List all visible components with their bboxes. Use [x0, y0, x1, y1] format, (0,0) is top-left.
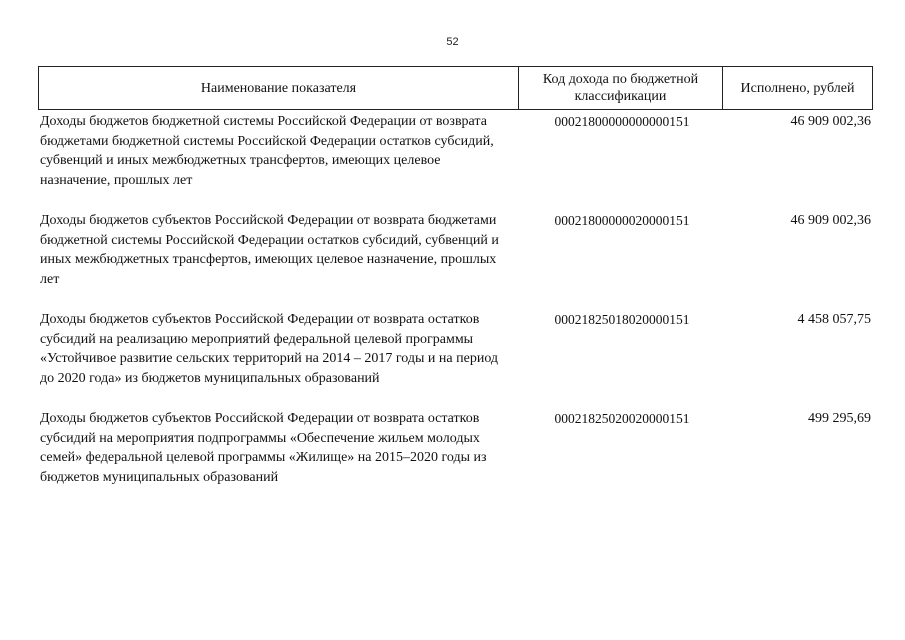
row-income-code: 00021825018020000151 [554, 312, 690, 327]
table-row [40, 112, 873, 211]
header-indicator-name: Наименование показателя [39, 67, 519, 109]
row-income-code: 00021800000000000151 [554, 114, 690, 129]
row-income-code: 00021825020020000151 [554, 411, 690, 426]
row-indicator-name: Доходы бюджетов субъектов Российской Федерации от возврата бюджетами бюджетной системы Российской Федерации остатков субсидий, субвенций и иных межбюджетных трансфертов, имеющих целевое назначение, прошлых лет [40, 213, 499, 287]
row-executed-amount: 499 295,69 [808, 411, 871, 426]
table-row [40, 310, 873, 409]
header-executed-amount: Исполнено, рублей [740, 80, 855, 96]
page-number: 52 [446, 36, 459, 48]
table-row [40, 211, 873, 310]
row-indicator-name: Доходы бюджетов бюджетной системы Российской Федерации от возврата бюджетами бюджетной системы Российской Федерации остатков субсидий, субвенций и иных межбюджетных трансфертов, имеющих целевое назначение, прошлых лет [40, 114, 494, 188]
table-row [40, 409, 873, 489]
row-executed-amount: 46 909 002,36 [790, 213, 871, 228]
table-body [40, 112, 873, 489]
table-header [38, 66, 873, 110]
row-income-code: 00021800000020000151 [554, 213, 690, 228]
row-indicator-name: Доходы бюджетов субъектов Российской Федерации от возврата остатков субсидий на мероприятия подпрограммы «Обеспечение жильем молодых семей» федеральной целевой программы «Жилище» на 2015–2020 годы из бюджетов муниципальных образований [40, 411, 487, 485]
row-executed-amount: 4 458 057,75 [797, 312, 871, 327]
row-indicator-name: Доходы бюджетов субъектов Российской Федерации от возврата остатков субсидий на реализацию мероприятий федеральной целевой программы «Устойчивое развитие сельских территорий на 2014 – 2017 годы и на период до 2020 года» из бюджетов муниципальных образований [40, 312, 499, 386]
header-income-code: Код дохода по бюджетной классификации [519, 67, 723, 109]
row-executed-amount: 46 909 002,36 [790, 114, 871, 129]
